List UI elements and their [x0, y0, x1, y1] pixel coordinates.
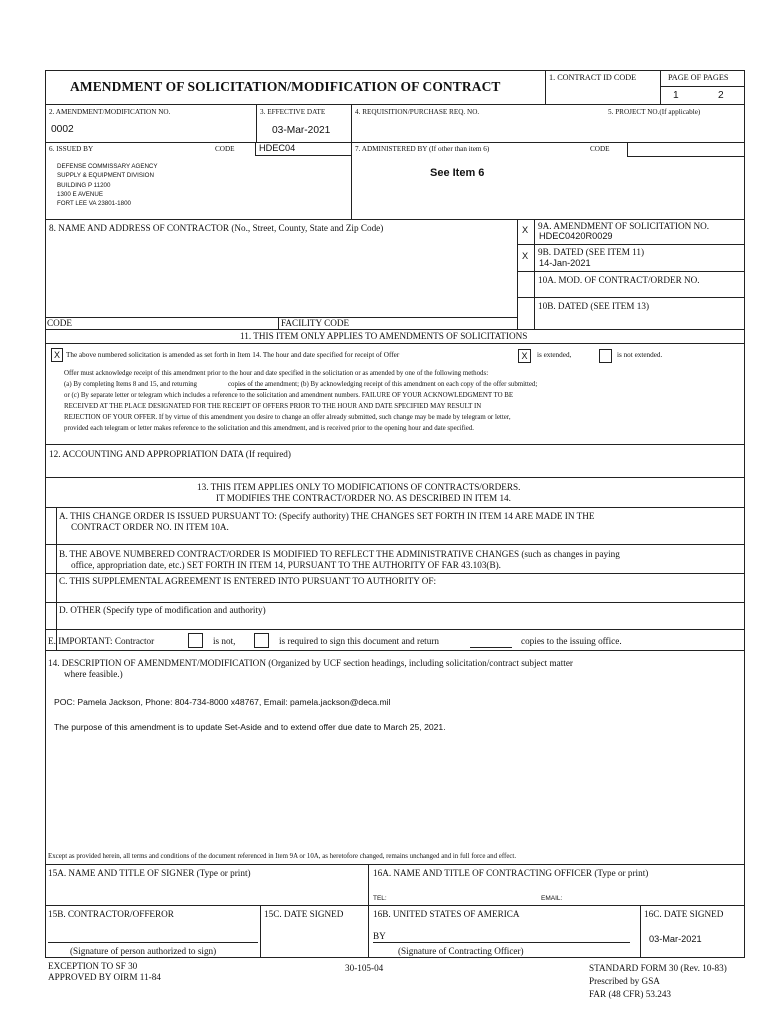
issued-code-label: CODE: [215, 145, 235, 153]
exception-note: EXCEPTION TO SF 30: [48, 961, 138, 971]
description-label-2: where feasible.): [64, 669, 123, 679]
item11-heading: 11. THIS ITEM ONLY APPLIES TO AMENDMENTS OF SOLICITATIONS: [240, 331, 528, 341]
label-10b: 10B. DATED (SEE ITEM 13): [538, 301, 650, 311]
prescribed-label: Prescribed by GSA: [589, 976, 660, 986]
project-no-label: 5. PROJECT NO.(If applicable): [608, 108, 701, 116]
sig-person-label: (Signature of person authorized to sign): [70, 946, 217, 956]
date-signed-15c-label: 15C. DATE SIGNED: [264, 909, 344, 919]
date-signed-16c-label: 16C. DATE SIGNED: [644, 909, 724, 919]
contractor-offeror-label: 15B. CONTRACTOR/OFFEROR: [48, 909, 174, 919]
standard-form-label: STANDARD FORM 30 (Rev. 10-83): [589, 963, 727, 973]
item13-heading-1: 13. THIS ITEM APPLIES ONLY TO MODIFICATIONS OF CONTRACTS/ORDERS.: [197, 482, 521, 492]
usa-label: 16B. UNITED STATES OF AMERICA: [373, 909, 520, 919]
is-not-label: is not,: [213, 636, 236, 646]
administered-label: 7. ADMINISTERED BY (If other than item 6): [355, 145, 490, 153]
contractor-address-label: 8. NAME AND ADDRESS OF CONTRACTOR (No., Street, County, State and Zip Code): [49, 223, 384, 233]
accounting-label: 12. ACCOUNTING AND APPROPRIATION DATA (If required): [49, 449, 291, 459]
item13-heading-2: IT MODIFIES THE CONTRACT/ORDER NO. AS DESCRIBED IN ITEM 14.: [216, 493, 511, 503]
item13-c: C. THIS SUPPLEMENTAL AGREEMENT IS ENTERED INTO PURSUANT TO AUTHORITY OF:: [59, 576, 437, 586]
description-label-1: 14. DESCRIPTION OF AMENDMENT/MODIFICATION (Organized by UCF section headings, including solicitation/contract subject matter: [48, 658, 573, 668]
requisition-label: 4. REQUISITION/PURCHASE REQ. NO.: [355, 108, 480, 116]
effective-date-value: 03-Mar-2021: [272, 125, 331, 136]
issued-by-label: 6. ISSUED BY: [49, 145, 94, 153]
contractor-code-label: CODE: [47, 318, 73, 328]
is-required-checkbox[interactable]: [254, 633, 269, 648]
page-of-pages-label: PAGE OF PAGES: [668, 73, 729, 82]
form-title: AMENDMENT OF SOLICITATION/MODIFICATION OF CONTRACT: [70, 79, 501, 94]
extended-label: is extended,: [537, 351, 572, 359]
page-count: 2: [718, 90, 724, 101]
important-label: E. IMPORTANT: Contractor: [48, 636, 155, 646]
form-code: 30-105-04: [345, 963, 384, 973]
officer-label: 16A. NAME AND TITLE OF CONTRACTING OFFICER (Type or print): [373, 868, 649, 878]
contract-id-code-label: 1. CONTRACT ID CODE: [549, 73, 637, 82]
not-extended-checkbox[interactable]: [599, 349, 612, 363]
mark-9a: X: [522, 225, 529, 235]
label-10a: 10A. MOD. OF CONTRACT/ORDER NO.: [538, 275, 700, 285]
purpose-text: The purpose of this amendment is to update Set-Aside and to extend offer due date to March 25, 2021.: [54, 722, 446, 732]
mark-9b: X: [522, 251, 529, 261]
label-9a: 9A. AMENDMENT OF SOLICITATION NO.: [538, 221, 710, 231]
issuer-address: DEFENSE COMMISSARY AGENCY SUPPLY & EQUIPMENT DIVISION BUILDING P 11200 1300 E AVENUE FORT LEE VA 23801-1800: [57, 163, 158, 208]
extended-checkbox[interactable]: X: [518, 349, 531, 363]
item11-instructions: Offer must acknowledge receipt of this amendment prior to the hour and date specified in the solicitation or as amended by one of the following methods: (a) By completing Items 8 and 15, and returning copies of the amendment; (b) By acknowledging receipt of this amendment on each copy of the offer submitted; or (c) By separate letter or telegram which includes a reference to the solicitation and amendment numbers. FAILURE OF YOUR ACKNOWLEDGMENT TO BE RECEIVED AT THE PLACE DESIGNATED FOR THE RECEIPT OF OFFERS PRIOR TO THE HOUR AND DATE SPECIFIED MAY RESULT IN REJECTION OF YOUR OFFER. If by virtue of this amendment you desire to change an offer already submitted, such change may be made by telegram or letter, provided each telegram or letter makes reference to the solicitation and this amendment, and is received prior to the opening hour and date specified.: [64, 370, 538, 432]
amendment-no-label: 2. AMENDMENT/MODIFICATION NO.: [49, 108, 171, 116]
amended-text: The above numbered solicitation is amended as set forth in Item 14. The hour and date specified for receipt of Offer: [66, 351, 400, 359]
is-not-checkbox[interactable]: [188, 633, 203, 648]
signer-label: 15A. NAME AND TITLE OF SIGNER (Type or print): [48, 868, 251, 878]
tel-label: TEL:: [373, 895, 387, 902]
date-16c-value: 03-Mar-2021: [649, 934, 702, 944]
item13-a-line1: A. THIS CHANGE ORDER IS ISSUED PURSUANT TO: (Specify authority) THE CHANGES SET FORTH IN ITEM 14 ARE MADE IN THE: [59, 511, 595, 521]
item13-a-line2: CONTRACT ORDER NO. IN ITEM 10A.: [71, 522, 229, 532]
poc-text: POC: Pamela Jackson, Phone: 804-734-8000 x48767, Email: pamela.jackson@deca.mil: [54, 697, 391, 707]
approved-note: APPROVED BY OIRM 11-84: [48, 972, 161, 982]
effective-date-label: 3. EFFECTIVE DATE: [260, 108, 326, 116]
amendment-no-value: 0002: [51, 124, 74, 135]
is-required-label: is required to sign this document and return: [279, 636, 439, 646]
facility-code-label: FACILITY CODE: [281, 318, 350, 328]
issued-code-value: HDEC04: [259, 143, 296, 153]
administered-value: See Item 6: [430, 167, 485, 179]
email-label: EMAIL:: [541, 895, 563, 902]
copies-label: copies to the issuing office.: [521, 636, 622, 646]
administered-code-label: CODE: [590, 145, 610, 153]
value-9a: HDEC0420R0029: [539, 231, 613, 241]
not-extended-label: is not extended.: [617, 351, 663, 359]
sig-officer-label: (Signature of Contracting Officer): [398, 946, 524, 956]
page-number: 1: [673, 90, 679, 101]
by-label: BY: [373, 931, 386, 941]
item13-b-line1: B. THE ABOVE NUMBERED CONTRACT/ORDER IS MODIFIED TO REFLECT THE ADMINISTRATIVE CHANGES (such as changes in paying: [59, 549, 620, 559]
label-9b: 9B. DATED (SEE ITEM 11): [538, 247, 645, 257]
item13-d: D. OTHER (Specify type of modification and authority): [59, 605, 266, 615]
far-label: FAR (48 CFR) 53.243: [589, 989, 672, 999]
terms-footer: Except as provided herein, all terms and conditions of the document referenced in Item 9A or 10A, as heretofore changed, remains unchanged and in full force and effect.: [48, 853, 517, 860]
amended-checkbox[interactable]: X: [51, 348, 63, 362]
item13-b-line2: office, appropriation date, etc.) SET FORTH IN ITEM 14, PURSUANT TO THE AUTHORITY OF FAR 43.103(B).: [71, 560, 501, 570]
value-9b: 14-Jan-2021: [539, 258, 591, 268]
